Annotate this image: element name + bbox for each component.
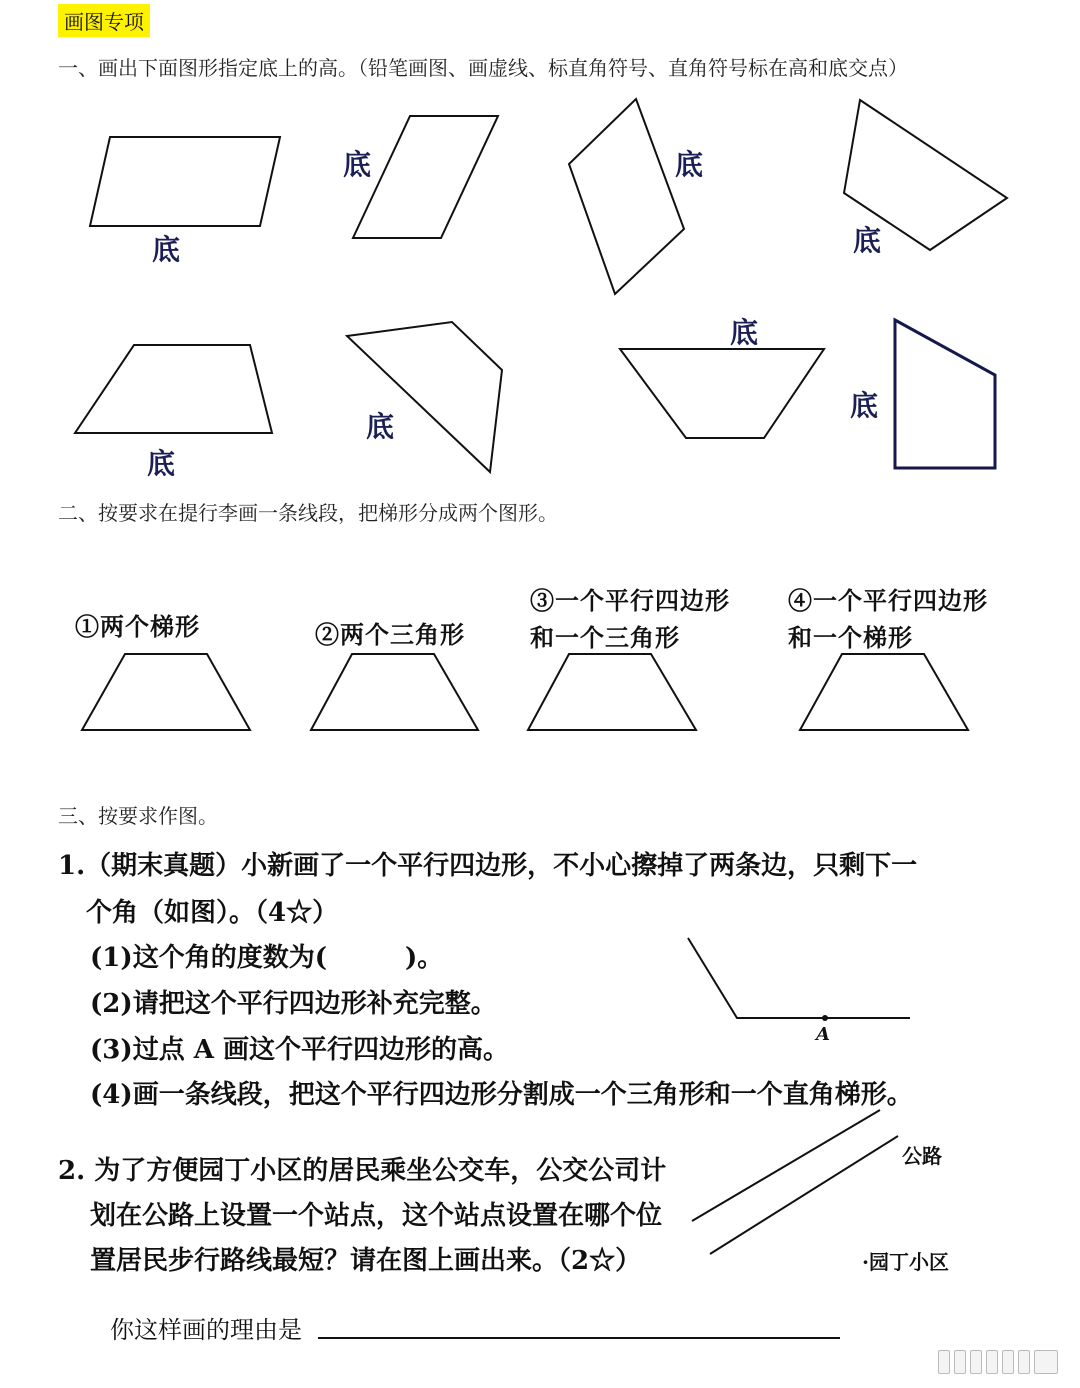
- answer-line[interactable]: [318, 1337, 840, 1339]
- toolbar-button[interactable]: [986, 1350, 998, 1374]
- base-label-3: 底: [675, 148, 704, 181]
- task-4-label-line1: ④一个平行四边形: [788, 586, 988, 615]
- q1-sub1: (1)这个角的度数为( )。: [90, 943, 444, 973]
- point-a: [822, 1015, 828, 1021]
- trapezoid-task-4: [800, 654, 968, 730]
- toolbar-button[interactable]: [1034, 1350, 1058, 1374]
- q1-sub2: (2)请把这个平行四边形补充完整。: [90, 989, 497, 1019]
- parallelogram-1: [90, 137, 280, 226]
- base-label-4: 底: [853, 224, 882, 257]
- viewer-toolbar: [818, 1346, 1058, 1378]
- task-1-label: ①两个梯形: [75, 612, 200, 641]
- section3-heading: 三、按要求作图。: [58, 804, 218, 828]
- task-3-label-line1: ③一个平行四边形: [530, 586, 730, 615]
- base-label-2: 底: [343, 148, 372, 181]
- q1-line1: 1.（期末真题）小新画了一个平行四边形，不小心擦掉了两条边，只剩下一: [58, 851, 918, 881]
- trapezoid-task-1: [82, 654, 250, 730]
- trapezoid-7: [620, 349, 824, 438]
- toolbar-button[interactable]: [970, 1350, 982, 1374]
- task-2-label: ②两个三角形: [315, 620, 465, 649]
- base-label-7: 底: [730, 316, 759, 349]
- angle-figure: [688, 938, 910, 1018]
- q2-line1: 2. 为了方便园丁小区的居民乘坐公交车，公交公司计: [58, 1156, 667, 1186]
- trapezoid-task-2: [311, 654, 478, 730]
- toolbar-button[interactable]: [938, 1350, 950, 1374]
- q1-sub4: (4)画一条线段，把这个平行四边形分割成一个三角形和一个直角梯形。: [90, 1080, 913, 1110]
- toolbar-button[interactable]: [954, 1350, 966, 1374]
- point-a-label: A: [816, 1024, 830, 1045]
- base-label-8: 底: [850, 389, 879, 422]
- q2-line3: 置居民步行路线最短？请在图上画出来。（2☆）: [90, 1246, 642, 1276]
- base-label-5: 底: [147, 447, 176, 480]
- task-3-label-line2: 和一个三角形: [530, 623, 680, 652]
- parallelogram-2: [353, 116, 498, 238]
- trapezoid-task-3: [528, 654, 696, 730]
- quadrilateral-6: [347, 322, 502, 472]
- road-label: 公路: [902, 1144, 942, 1168]
- parallelogram-3: [569, 99, 684, 294]
- reason-prompt: 你这样画的理由是: [110, 1316, 302, 1344]
- q1-line2: 个角（如图）。（4☆）: [86, 898, 339, 928]
- toolbar-button[interactable]: [1018, 1350, 1030, 1374]
- base-label-1: 底: [152, 233, 181, 266]
- q2-line2: 划在公路上设置一个站点，这个站点设置在哪个位: [90, 1201, 663, 1231]
- section1-heading: 一、画出下面图形指定底上的高。（铅笔画图、画虚线、标直角符号、直角符号标在高和底交点）: [58, 56, 908, 80]
- section2-heading: 二、按要求在提行李画一条线段，把梯形分成两个图形。: [58, 501, 558, 525]
- base-label-6: 底: [366, 410, 395, 443]
- q1-sub3: (3)过点 A 画这个平行四边形的高。: [90, 1035, 509, 1065]
- road-line-2: [710, 1136, 898, 1254]
- trapezoid-8: [895, 320, 995, 468]
- toolbar-button[interactable]: [1002, 1350, 1014, 1374]
- task-4-label-line2: 和一个梯形: [788, 623, 913, 652]
- page-title: 画图专项: [58, 4, 150, 37]
- trapezoid-5: [75, 345, 272, 433]
- community-label: ·园丁小区: [862, 1250, 949, 1274]
